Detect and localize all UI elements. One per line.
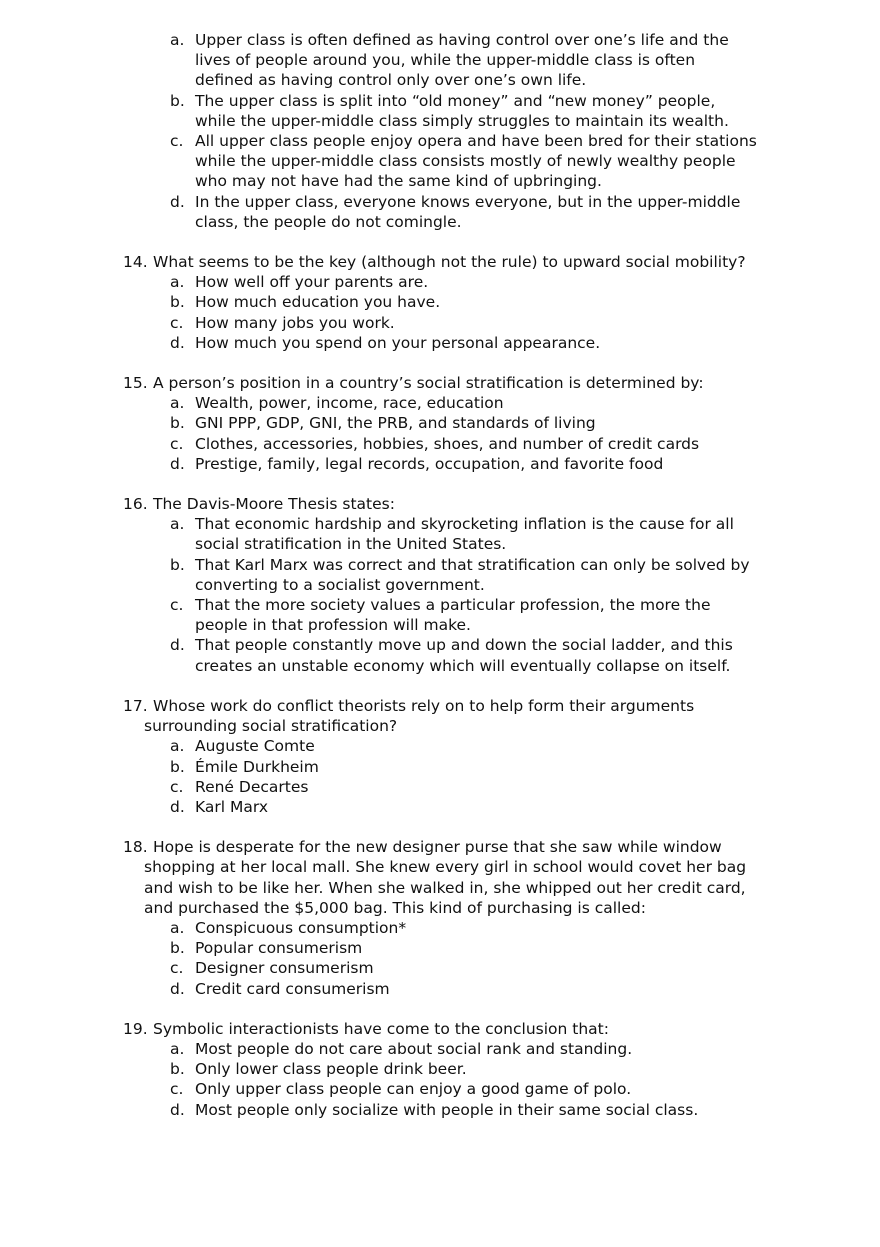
option-letter: b. <box>170 757 185 776</box>
answer-option <box>0 918 785 938</box>
option-letter: c. <box>170 1080 184 1099</box>
question-17 <box>0 696 880 817</box>
question-stem <box>0 696 764 736</box>
answer-option <box>0 757 785 777</box>
option-letter: c. <box>170 596 184 615</box>
option-letter: b. <box>170 555 185 574</box>
option-text-line: How much education you have. <box>195 293 441 312</box>
option-letter: d. <box>170 1100 185 1119</box>
question-number: 18. <box>123 838 148 857</box>
option-text-line: Clothes, accessories, hobbies, shoes, and number of credit cards <box>195 434 700 453</box>
option-text-line: How well off your parents are. <box>195 273 429 292</box>
option-text-line: Only upper class people can enjoy a good game of polo. <box>195 1080 632 1099</box>
answer-option <box>0 1059 785 1079</box>
option-text-line: GNI PPP, GDP, GNI, the PRB, and standards of living <box>195 414 596 433</box>
option-text-line: Karl Marx <box>195 797 268 816</box>
question-number: 14. <box>123 253 148 272</box>
answer-option <box>0 797 785 817</box>
option-text-line: class, the people do not comingle. <box>195 212 462 231</box>
question-18 <box>0 837 880 999</box>
question-number: 17. <box>123 696 148 715</box>
option-letter: d. <box>170 797 185 816</box>
question-15 <box>0 373 880 474</box>
option-text-line: Most people do not care about social rank and standing. <box>195 1039 633 1058</box>
option-text-line: who may not have had the same kind of upbringing. <box>195 172 602 191</box>
option-letter: c. <box>170 959 184 978</box>
question-text-line: Hope is desperate for the new designer purse that she saw while window <box>153 838 722 857</box>
answer-option <box>0 434 785 454</box>
answer-option <box>0 958 785 978</box>
option-text-line: How much you spend on your personal appearance. <box>195 333 601 352</box>
question-16 <box>0 494 880 676</box>
option-text-line: people in that profession will make. <box>195 616 471 635</box>
option-text-line: That the more society values a particular profession, the more the <box>195 596 711 615</box>
option-letter: a. <box>170 1039 185 1058</box>
option-text-line: converting to a socialist government. <box>195 575 485 594</box>
answer-option <box>0 333 785 353</box>
option-text-line: Émile Durkheim <box>195 757 319 776</box>
question-19 <box>0 1019 880 1120</box>
answer-option <box>0 1039 785 1059</box>
question-number: 15. <box>123 374 148 393</box>
answer-option <box>0 635 785 675</box>
option-text-line: Popular consumerism <box>195 939 363 958</box>
quiz-document <box>0 30 880 1140</box>
option-letter: c. <box>170 313 184 332</box>
option-letter: b. <box>170 293 185 312</box>
option-letter: c. <box>170 434 184 453</box>
option-letter: d. <box>170 636 185 655</box>
question-text-line: shopping at her local mall. She knew every girl in school would covet her bag <box>144 858 747 877</box>
answer-option <box>0 1079 785 1099</box>
question-stem <box>0 494 764 514</box>
question-stem <box>0 373 764 393</box>
option-text-line: Auguste Comte <box>195 737 315 756</box>
answer-option <box>0 555 785 595</box>
option-letter: b. <box>170 1060 185 1079</box>
answer-option <box>0 272 785 292</box>
option-text-line: Wealth, power, income, race, education <box>195 394 504 413</box>
answer-option <box>0 393 785 413</box>
question-text-line: Whose work do conflict theorists rely on to help form their arguments <box>153 696 695 715</box>
option-text-line: That economic hardship and skyrocketing inflation is the cause for all <box>195 515 734 534</box>
answer-option <box>0 454 785 474</box>
option-text-line: Most people only socialize with people in their same social class. <box>195 1100 699 1119</box>
answer-option <box>0 292 785 312</box>
option-text-line: Designer consumerism <box>195 959 374 978</box>
option-letter: a. <box>170 273 185 292</box>
option-text-line: That people constantly move up and down the social ladder, and this <box>195 636 733 655</box>
option-text-line: while the upper-middle class simply struggles to maintain its wealth. <box>195 111 729 130</box>
question-text-line: and wish to be like her. When she walked in, she whipped out her credit card, <box>144 878 746 897</box>
question-stem <box>0 837 764 918</box>
answer-option <box>0 736 785 756</box>
option-letter: a. <box>170 31 185 49</box>
question-14 <box>0 252 880 353</box>
option-text-line: That Karl Marx was correct and that stratification can only be solved by <box>195 555 750 574</box>
question-text-line: Symbolic interactionists have come to the conclusion that: <box>153 1019 609 1038</box>
question-text-line: A person’s position in a country’s social stratification is determined by: <box>153 374 704 393</box>
option-text-line: defined as having control only over one’s own life. <box>195 71 587 90</box>
option-text-line: while the upper-middle class consists mostly of newly wealthy people <box>195 152 736 171</box>
question-continued <box>0 30 880 232</box>
option-letter: c. <box>170 777 184 796</box>
question-text-line: surrounding social stratification? <box>144 717 398 736</box>
option-letter: a. <box>170 918 185 937</box>
option-text-line: In the upper class, everyone knows everyone, but in the upper-middle <box>195 192 741 211</box>
option-text-line: social stratification in the United States. <box>195 535 507 554</box>
answer-option <box>0 313 785 333</box>
question-text-line: What seems to be the key (although not the rule) to upward social mobility? <box>153 253 746 272</box>
option-letter: d. <box>170 333 185 352</box>
question-stem <box>0 252 764 272</box>
question-number: 19. <box>123 1019 148 1038</box>
answer-option <box>0 131 785 192</box>
option-letter: d. <box>170 192 185 211</box>
option-letter: c. <box>170 132 184 151</box>
answer-option <box>0 192 785 232</box>
answer-option <box>0 514 785 554</box>
option-text-line: lives of people around you, while the upper-middle class is often <box>195 51 696 70</box>
option-text-line: creates an unstable economy which will eventually collapse on itself. <box>195 656 731 675</box>
option-text-line: The upper class is split into “old money” and “new money” people, <box>195 91 716 110</box>
answer-option <box>0 938 785 958</box>
option-letter: a. <box>170 515 185 534</box>
answer-option <box>0 979 785 999</box>
answer-option <box>0 595 785 635</box>
option-text-line: Credit card consumerism <box>195 979 390 998</box>
answer-option <box>0 30 785 91</box>
option-letter: b. <box>170 414 185 433</box>
option-text-line: How many jobs you work. <box>195 313 395 332</box>
option-text-line: Conspicuous consumption* <box>195 918 407 937</box>
answer-option <box>0 91 785 131</box>
question-stem <box>0 1019 764 1039</box>
question-number: 16. <box>123 495 148 514</box>
option-letter: d. <box>170 454 185 473</box>
option-letter: a. <box>170 737 185 756</box>
option-text-line: All upper class people enjoy opera and have been bred for their stations <box>195 132 757 151</box>
answer-option <box>0 413 785 433</box>
option-letter: a. <box>170 394 185 413</box>
question-text-line: and purchased the $5,000 bag. This kind of purchasing is called: <box>144 898 646 917</box>
option-text-line: Only lower class people drink beer. <box>195 1060 467 1079</box>
option-letter: b. <box>170 91 185 110</box>
answer-option <box>0 777 785 797</box>
question-text-line: The Davis-Moore Thesis states: <box>153 495 395 514</box>
option-letter: b. <box>170 939 185 958</box>
option-text-line: René Decartes <box>195 777 309 796</box>
answer-option <box>0 1100 785 1120</box>
option-letter: d. <box>170 979 185 998</box>
option-text-line: Upper class is often defined as having control over one’s life and the <box>195 31 729 49</box>
option-text-line: Prestige, family, legal records, occupation, and favorite food <box>195 454 664 473</box>
